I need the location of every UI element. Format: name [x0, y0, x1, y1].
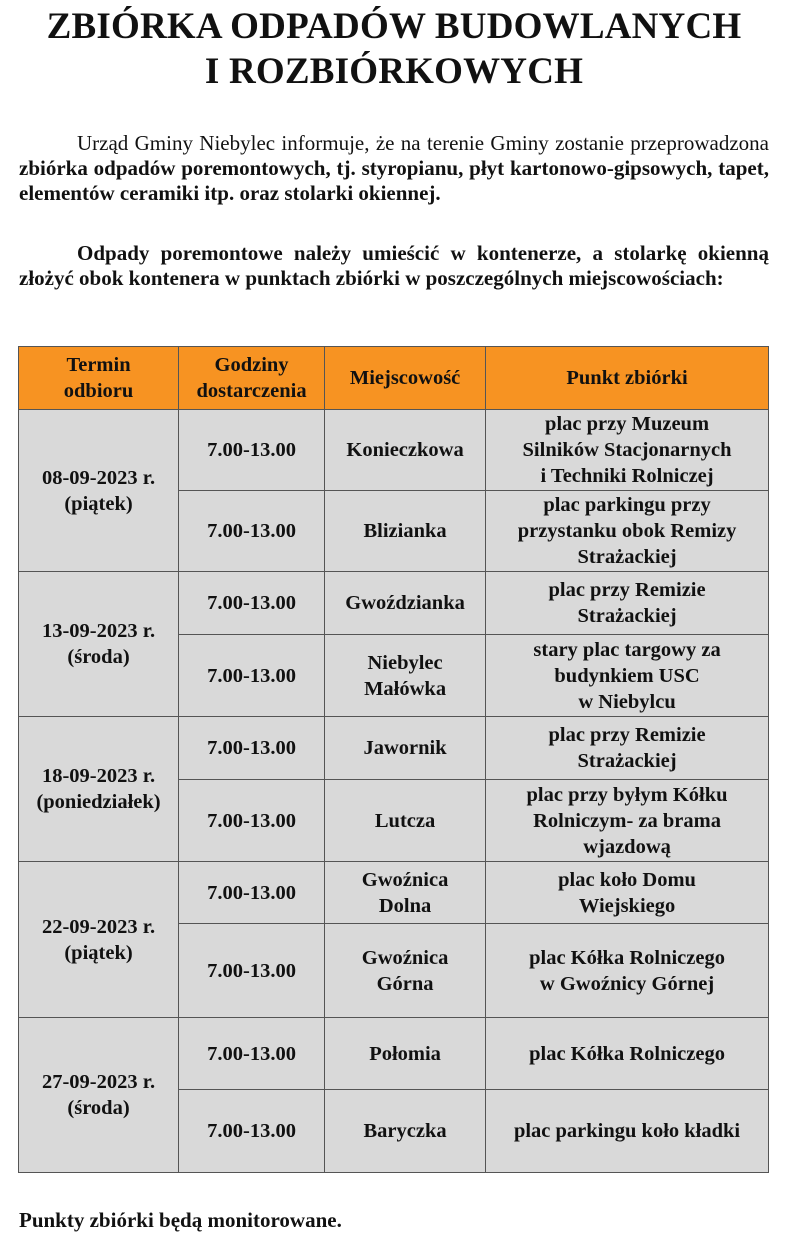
title-line-2: I ROZBIÓRKOWYCH	[204, 51, 584, 92]
point-cell: plac Kółka Rolniczego w Gwoźnicy Górnej	[486, 924, 769, 1018]
date-cell: 22-09-2023 r. (piątek)	[19, 862, 179, 1018]
table-row	[19, 1018, 769, 1090]
date-cell: 27-09-2023 r. (środa)	[19, 1018, 179, 1173]
hours-cell: 7.00-13.00	[179, 924, 325, 1018]
intro-paragraph-2: Odpady poremontowe należy umieścić w kontenerze, a stolarkę okienną złożyć obok kontenera w punktach zbiórki w poszczególnych miejscowościach:	[19, 241, 769, 290]
header-termin: Termin odbioru	[19, 347, 179, 410]
point-cell: plac przy Muzeum Silników Stacjonarnych i Techniki Rolniczej	[486, 410, 769, 491]
point-cell: plac parkingu przy przystanku obok Remizy Strażackiej	[486, 491, 769, 572]
intro-text-normal: Urząd Gminy Niebylec informuje, że na terenie Gminy zostanie przeprowadzona	[77, 131, 769, 155]
title-line-1: ZBIÓRKA ODPADÓW BUDOWLANYCH	[46, 6, 742, 47]
table-header-row	[19, 347, 769, 410]
point-cell: plac przy byłym Kółku Rolniczym- za brama wjazdową	[486, 780, 769, 862]
hours-cell: 7.00-13.00	[179, 780, 325, 862]
point-cell: plac koło Domu Wiejskiego	[486, 862, 769, 924]
header-punkt: Punkt zbiórki	[486, 347, 769, 410]
point-cell: stary plac targowy za budynkiem USC w Niebylcu	[486, 635, 769, 717]
place-cell: Gwoźnica Górna	[325, 924, 486, 1018]
table-row	[19, 572, 769, 635]
hours-cell: 7.00-13.00	[179, 1090, 325, 1173]
place-cell: Lutcza	[325, 780, 486, 862]
header-miejscowosc: Miejscowość	[325, 347, 486, 410]
hours-cell: 7.00-13.00	[179, 717, 325, 780]
date-cell: 08-09-2023 r. (piątek)	[19, 410, 179, 572]
point-cell: plac Kółka Rolniczego	[486, 1018, 769, 1090]
hours-cell: 7.00-13.00	[179, 410, 325, 491]
place-cell: Blizianka	[325, 491, 486, 572]
point-cell: plac przy Remizie Strażackiej	[486, 572, 769, 635]
place-cell: Gwoźnica Dolna	[325, 862, 486, 924]
schedule-table	[18, 346, 769, 1173]
hours-cell: 7.00-13.00	[179, 1018, 325, 1090]
point-cell: plac parkingu koło kładki	[486, 1090, 769, 1173]
point-cell: plac przy Remizie Strażackiej	[486, 717, 769, 780]
hours-cell: 7.00-13.00	[179, 491, 325, 572]
place-cell: Niebylec Małówka	[325, 635, 486, 717]
table-row	[19, 717, 769, 780]
place-cell: Jawornik	[325, 717, 486, 780]
hours-cell: 7.00-13.00	[179, 635, 325, 717]
footer-note: Punkty zbiórki będą monitorowane.	[19, 1208, 342, 1232]
place-cell: Konieczkowa	[325, 410, 486, 491]
place-cell: Połomia	[325, 1018, 486, 1090]
date-cell: 18-09-2023 r. (poniedziałek)	[19, 717, 179, 862]
hours-cell: 7.00-13.00	[179, 862, 325, 924]
page-title	[0, 4, 788, 94]
place-cell: Gwoździanka	[325, 572, 486, 635]
hours-cell: 7.00-13.00	[179, 572, 325, 635]
place-cell: Baryczka	[325, 1090, 486, 1173]
header-godziny: Godziny dostarczenia	[179, 347, 325, 410]
intro-paragraph-1	[19, 131, 769, 206]
intro-text-bold: zbiórka odpadów poremontowych, tj. styropianu, płyt kartonowo-gipsowych, tapet, elementów ceramiki itp. oraz stolarki okiennej.	[19, 156, 769, 205]
table-row	[19, 410, 769, 491]
date-cell: 13-09-2023 r. (środa)	[19, 572, 179, 717]
table-row	[19, 862, 769, 924]
